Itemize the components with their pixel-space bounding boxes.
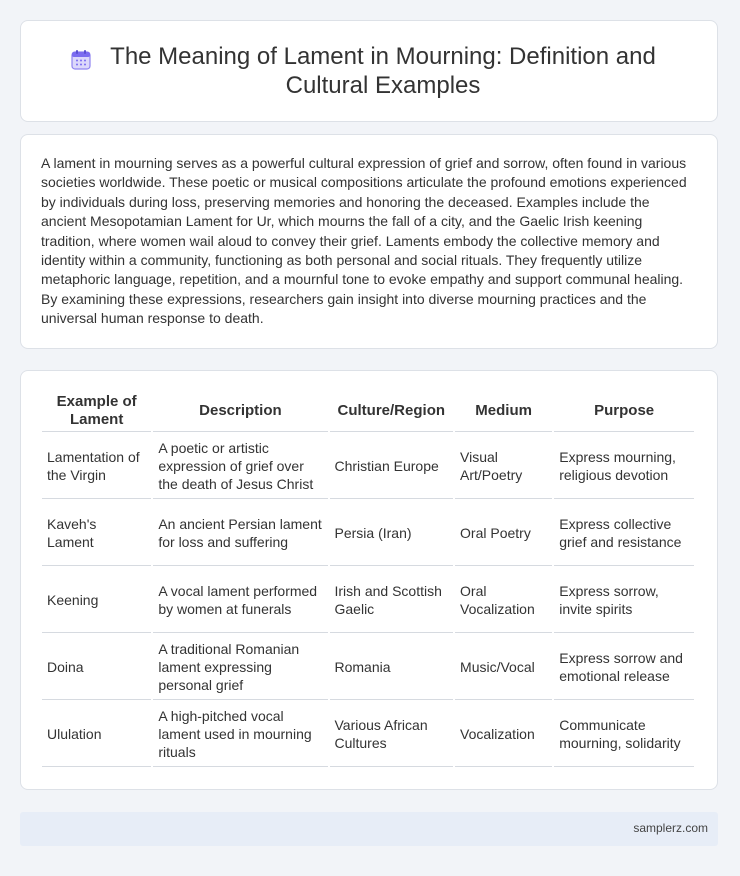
table-cell: Music/Vocal — [455, 635, 552, 700]
column-header: Example of Lament — [42, 391, 151, 432]
table-cell: Romania — [330, 635, 454, 700]
lament-table — [40, 389, 696, 769]
table-cell: Oral Poetry — [455, 501, 552, 566]
table-cell: Communicate mourning, solidarity — [554, 702, 694, 767]
table-cell: Lamentation of the Virgin — [42, 434, 151, 499]
table-cell: Ululation — [42, 702, 151, 767]
summary-paragraph: A lament in mourning serves as a powerful cultural expression of grief and sorrow, often found in various societies worldwide. These poetic or musical compositions articulate the profound emotions experienced by individuals during loss, preserving memories and honoring the deceased. Examples include the ancient Mesopotamian Lament for Ur, which mourns the fall of a city, and the Gaelic Irish keening tradition, where women wail aloud to convey their grief. Laments embody the collective memory and identity within a community, functioning as both personal and social rituals. They frequently utilize metaphoric language, repetition, and a mournful tone to evoke empathy and support communal healing. By examining these expressions, researchers gain insight into diverse mourning practices and the universal human response to death. — [41, 155, 687, 327]
table-row — [42, 568, 694, 633]
table-cell: Express sorrow, invite spirits — [554, 568, 694, 633]
table-cell: Doina — [42, 635, 151, 700]
table-row — [42, 635, 694, 700]
table-cell: A poetic or artistic expression of grief over the death of Jesus Christ — [153, 434, 327, 499]
footer-brand-link[interactable]: samplerz.com — [633, 821, 708, 835]
table-cell: A traditional Romanian lament expressing personal grief — [153, 635, 327, 700]
table-cell: Kaveh's Lament — [42, 501, 151, 566]
table-cell: An ancient Persian lament for loss and suffering — [153, 501, 327, 566]
summary-card — [20, 134, 718, 349]
table-cell: Express mourning, religious devotion — [554, 434, 694, 499]
table-cell: A high-pitched vocal lament used in mourning rituals — [153, 702, 327, 767]
table-cell: Irish and Scottish Gaelic — [330, 568, 454, 633]
table-cell: Vocalization — [455, 702, 552, 767]
table-cell: Christian Europe — [330, 434, 454, 499]
table-row — [42, 702, 694, 767]
table-cell: Express sorrow and emotional release — [554, 635, 694, 700]
page-title: The Meaning of Lament in Mourning: Definition and Cultural Examples — [110, 43, 656, 99]
table-cell: Express collective grief and resistance — [554, 501, 694, 566]
footer-bar — [20, 812, 718, 846]
table-cell: Oral Vocalization — [455, 568, 552, 633]
table-cell: Keening — [42, 568, 151, 633]
calendar-icon — [69, 48, 93, 72]
title-wrap — [69, 42, 669, 100]
column-header: Medium — [455, 391, 552, 432]
title-card — [20, 20, 718, 122]
column-header: Purpose — [554, 391, 694, 432]
table-cell: Persia (Iran) — [330, 501, 454, 566]
table-card — [20, 370, 718, 790]
table-row — [42, 501, 694, 566]
table-row — [42, 434, 694, 499]
table-cell: A vocal lament performed by women at funerals — [153, 568, 327, 633]
column-header: Culture/Region — [330, 391, 454, 432]
table-header-row — [42, 391, 694, 432]
table-cell: Various African Cultures — [330, 702, 454, 767]
table-cell: Visual Art/Poetry — [455, 434, 552, 499]
column-header: Description — [153, 391, 327, 432]
